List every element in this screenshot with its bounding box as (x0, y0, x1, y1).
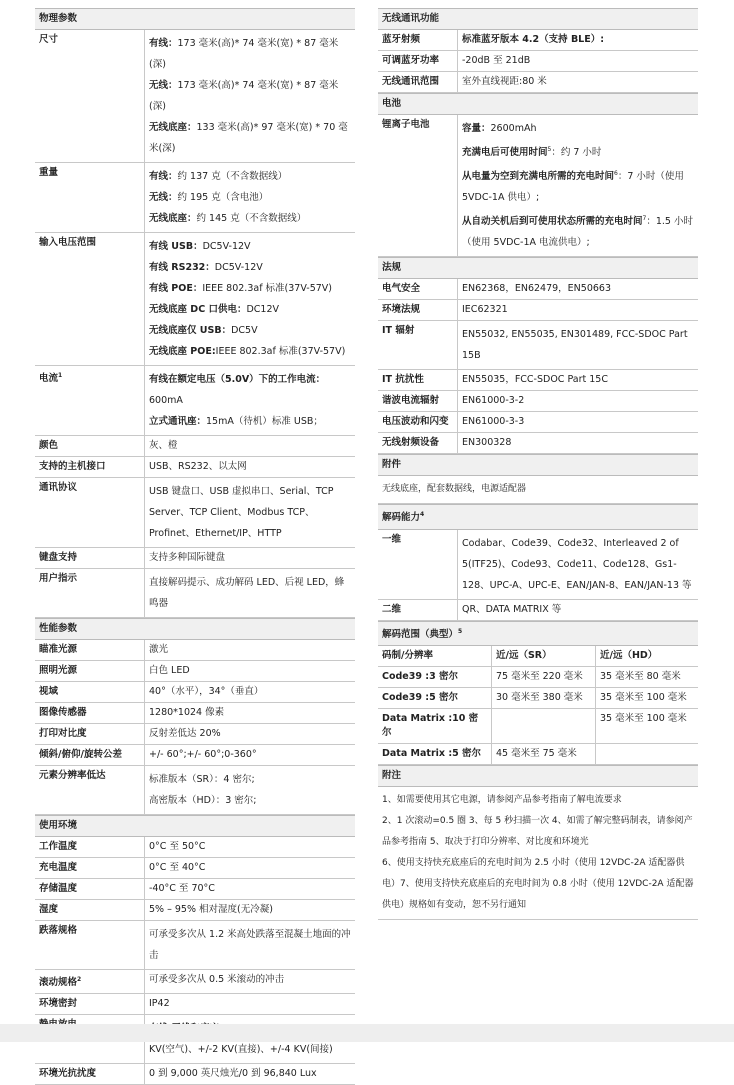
range-cell: 45 毫米至 75 毫米 (492, 744, 596, 764)
notes-bottom-rule (378, 919, 698, 920)
weight-base-label: 无线底座： (149, 213, 197, 224)
voltage-rs232: DC5V-12V (214, 262, 263, 273)
size-wired-label: 有线： (149, 38, 178, 49)
current-stand: 15mA（待机）标准 USB； (206, 416, 323, 427)
size-base-label: 无线底座： (149, 122, 197, 133)
value-it-emission: EN55032, EN55035, EN301489, FCC-SDOC Part 15B (462, 329, 688, 362)
key-harmonic: 谐波电流辐射 (378, 391, 458, 411)
key-2d: 二维 (378, 600, 458, 620)
value-op-temp: 0°C 至 50°C (149, 841, 206, 852)
key-fov: 视域 (35, 682, 145, 702)
row-seal (35, 994, 355, 1015)
value-flicker: EN61000-3-3 (462, 416, 525, 428)
row-drop (35, 921, 355, 970)
weight-wired-label: 有线： (149, 171, 178, 182)
section-wireless: 无线通讯功能 (378, 8, 698, 30)
key-indicator: 用户指示 (35, 569, 145, 617)
row-electrical-safety (378, 279, 698, 300)
key-voltage: 输入电压范围 (35, 233, 145, 365)
key-flicker: 电压波动和闪变 (378, 412, 458, 432)
key-aim: 瞄准光源 (35, 640, 145, 660)
range-cell (492, 709, 596, 743)
auto-charge-label: 从自动关机后到可使用状态所需的充电时间 (462, 216, 643, 228)
range-cell: Code39 :5 密尔 (378, 688, 492, 708)
value-storage-temp: -40°C 至 70°C (149, 883, 215, 894)
key-drop: 跌落规格 (35, 921, 145, 969)
value-battery (458, 115, 698, 256)
size-base: 133 毫米(高)* 97 毫米(宽) * 70 毫米(深) (149, 122, 348, 154)
voltage-base-usb-label: 无线底座仅 USB： (149, 325, 232, 336)
key-size: 尺寸 (35, 30, 145, 162)
key-contrast: 打印对比度 (35, 724, 145, 744)
range-cell: Data Matrix :10 密尔 (378, 709, 492, 743)
voltage-usb-label: 有线 USB： (149, 241, 203, 252)
row-keyboard (35, 548, 355, 569)
right-column (378, 8, 698, 920)
value-fov: 40°（水平），34°（垂直） (149, 686, 264, 697)
row-sensor (35, 703, 355, 724)
size-wireless: 173 毫米(高)* 74 毫米(宽) * 87 毫米(深) (149, 80, 339, 112)
section-range (378, 621, 698, 646)
value-illumination: 白色 LED (149, 665, 190, 676)
value-bluetooth: 标准蓝牙版本 4.2（支持 BLE）: (462, 34, 605, 45)
resolution-sr: 标准版本（SR）：4 密尔; (149, 774, 255, 785)
row-resolution (35, 766, 355, 815)
row-indicator (35, 569, 355, 618)
range-row (378, 667, 698, 688)
row-humidity (35, 900, 355, 921)
section-environment: 使用环境 (35, 815, 355, 837)
value-wireless-range: 室外直线视距:80 米 (462, 76, 547, 87)
row-color (35, 436, 355, 457)
key-color: 颜色 (35, 436, 145, 456)
section-accessories: 附件 (378, 454, 698, 476)
row-bt-power (378, 51, 698, 72)
range-row (378, 688, 698, 709)
range-cell: 30 毫米至 380 毫米 (492, 688, 596, 708)
empty-charge-label: 从电量为空到充满电所需的充电时间 (462, 171, 615, 183)
key-bluetooth: 蓝牙射频 (378, 30, 458, 50)
value-protocol: USB 键盘口、USB 虚拟串口、Serial、TCP Server、TCP Client、Modbus TCP、Profinet、Ethernet/IP、HTTP (149, 486, 334, 539)
row-host (35, 457, 355, 478)
row-bluetooth (378, 30, 698, 51)
key-sensor: 图像传感器 (35, 703, 145, 723)
range-cell: 35 毫米至 100 毫米 (600, 691, 687, 703)
voltage-base-usb: DC5V (231, 325, 258, 336)
range-cell: Code39 :3 密尔 (378, 667, 492, 687)
section-physical: 物理参数 (35, 8, 355, 30)
esd-text: KV(空气)、+/-2 KV(直接)、+/-4 KV(间接) (149, 1044, 333, 1056)
value-weight (145, 163, 355, 232)
key-ambient-light: 环境光抗扰度 (35, 1064, 145, 1084)
row-radio (378, 433, 698, 454)
section-notes: 附注 (378, 765, 698, 787)
value-indicator: 直接解码提示、成功解码 LED、后视 LED，蜂鸣器 (149, 577, 345, 609)
current-wired: 600mA (149, 395, 183, 406)
voltage-usb: DC5V-12V (202, 241, 251, 252)
size-wireless-label: 无线： (149, 80, 178, 91)
key-tolerance: 倾斜/俯仰/旋转公差 (35, 745, 145, 765)
range-header-row (378, 646, 698, 667)
decode-title: 解码能力 (382, 512, 421, 524)
value-radio: EN300328 (462, 437, 512, 449)
row-protocol (35, 478, 355, 548)
key-1d: 一维 (378, 530, 458, 599)
empty-footnote: 6 (614, 170, 618, 178)
value-ambient-light: 0 到 9,000 英尺烛光/0 到 96,840 Lux (149, 1068, 317, 1080)
weight-wireless: 约 195 克（含电池） (177, 192, 269, 203)
key-charge-temp: 充电温度 (35, 858, 145, 878)
voltage-dc: DC12V (246, 304, 280, 315)
row-tolerance (35, 745, 355, 766)
key-bt-power: 可调蓝牙功率 (378, 51, 458, 71)
range-row (378, 709, 698, 744)
key-humidity: 湿度 (35, 900, 145, 920)
range-row (378, 744, 698, 765)
row-current (35, 366, 355, 436)
key-electrical-safety: 电气安全 (378, 279, 458, 299)
key-illumination: 照明光源 (35, 661, 145, 681)
range-header-sr: 近/远（SR） (492, 646, 596, 666)
note-line: 6、使用支持快充底座后的充电时间为 2.5 小时（使用 12VDC-2A 适配器供电）7、使用支持快充底座后的充电时间为 0.8 小时（使用 12VDC-2A 适配器供电）规格如有变动，恕不另行通知 (382, 857, 694, 910)
value-current (145, 366, 355, 435)
use-time: ：约 7 小时 (551, 147, 602, 159)
resolution-hd: 高密版本（HD）：3 密尔; (149, 795, 257, 806)
weight-wireless-label: 无线： (149, 192, 178, 203)
key-battery: 锂离子电池 (378, 115, 458, 256)
voltage-poe: IEEE 802.3af 标准(37V-57V) (202, 283, 333, 294)
current-key-text: 电流 (39, 373, 59, 385)
key-wireless-range: 无线通讯范围 (378, 72, 458, 92)
key-it-immunity: IT 抗扰性 (378, 370, 458, 390)
value-aim: 激光 (149, 644, 169, 655)
range-header-hd: 近/远（HD） (600, 649, 658, 661)
value-electrical-safety: EN62368，EN62479，EN50663 (462, 283, 611, 295)
range-cell: 75 毫米至 220 毫米 (492, 667, 596, 687)
range-header-symbology: 码制/分辨率 (378, 646, 492, 666)
value-size (145, 30, 355, 162)
key-tumble (35, 970, 145, 993)
value-host: USB、RS232、以太网 (149, 461, 247, 472)
key-weight: 重量 (35, 163, 145, 232)
auto-footnote: 7 (642, 215, 647, 223)
section-battery: 电池 (378, 93, 698, 115)
value-charge-temp: 0°C 至 40°C (149, 862, 206, 873)
key-storage-temp: 存储温度 (35, 879, 145, 899)
row-size (35, 30, 355, 163)
value-voltage (145, 233, 355, 365)
row-storage-temp (35, 879, 355, 900)
row-charge-temp (35, 858, 355, 879)
row-battery (378, 115, 698, 257)
value-bt-power: -20dB 至 21dB (462, 55, 531, 66)
use-footnote: 5 (547, 146, 552, 153)
accessories-text: 无线底座，配套数据线，电源适配器 (378, 476, 698, 504)
current-wired-label: 有线在额定电压（5.0V）下的工作电流： (149, 374, 326, 385)
current-stand-label: 立式通讯座： (149, 416, 207, 427)
row-1d (378, 530, 698, 600)
key-seal: 环境密封 (35, 994, 145, 1014)
value-harmonic: EN61000-3-2 (462, 395, 525, 407)
key-environment-reg: 环境法规 (378, 300, 458, 320)
row-range (378, 72, 698, 93)
value-contrast: 反射差低达 20% (149, 728, 221, 739)
capacity-label: 容量： (462, 123, 491, 134)
row-ambient-light (35, 1064, 355, 1085)
row-fov (35, 682, 355, 703)
range-cell: Data Matrix :5 密尔 (378, 744, 492, 764)
row-harmonic (378, 391, 698, 412)
row-aim (35, 640, 355, 661)
row-op-temp (35, 837, 355, 858)
voltage-rs232-label: 有线 RS232： (149, 262, 215, 273)
key-resolution: 元素分辨率低达 (35, 766, 145, 814)
row-2d (378, 600, 698, 621)
section-performance: 性能参数 (35, 618, 355, 640)
range-cell: 35 毫米至 80 毫米 (600, 670, 681, 682)
key-it-emission: IT 辐射 (378, 321, 458, 369)
section-regulation: 法规 (378, 257, 698, 279)
current-footnote: 1 (58, 372, 63, 379)
row-it-immunity (378, 370, 698, 391)
row-tumble (35, 970, 355, 994)
auto-charge: ：1.5 小时（使用 5VDC-1A 电流供电）; (462, 216, 693, 249)
value-resolution (145, 766, 355, 814)
row-illumination (35, 661, 355, 682)
value-color: 灰、橙 (149, 440, 178, 451)
weight-base: 约 145 克（不含数据线） (196, 213, 307, 224)
row-it-emission (378, 321, 698, 370)
value-keyboard: 支持多种国际键盘 (149, 552, 226, 563)
range-cell (596, 744, 698, 764)
value-2d: QR、DATA MATRIX 等 (462, 603, 562, 615)
voltage-dc-label: 无线底座 DC 口供电： (149, 304, 247, 315)
value-it-immunity: EN55035，FCC-SDOC Part 15C (462, 374, 608, 386)
tumble-key-text: 滚动规格 (39, 977, 78, 989)
voltage-base-poe: IEEE 802.3af 标准(37V-57V) (215, 346, 346, 357)
weight-wired: 约 137 克（不含数据线） (177, 171, 288, 182)
page-bottom-bar (0, 1024, 734, 1042)
value-environment-reg: IEC62321 (462, 304, 508, 316)
empty-charge: ：7 小时（使用 5VDC-1A 供电）; (462, 171, 684, 204)
row-contrast (35, 724, 355, 745)
value-humidity: 5% – 95% 相对湿度(无冷凝) (149, 904, 273, 915)
capacity: 2600mAh (490, 123, 537, 134)
key-host: 支持的主机接口 (35, 457, 145, 477)
range-cell: 35 毫米至 100 毫米 (600, 712, 687, 724)
size-wired: 173 毫米(高)* 74 毫米(宽) * 87 毫米(深) (149, 38, 339, 70)
key-op-temp: 工作温度 (35, 837, 145, 857)
row-weight (35, 163, 355, 233)
value-tolerance: +/- 60°;+/- 60°;0-360° (149, 749, 257, 760)
key-keyboard: 键盘支持 (35, 548, 145, 568)
range-title: 解码范围（典型） (382, 628, 459, 640)
notes-body (378, 787, 698, 919)
decode-footnote: 4 (420, 511, 425, 519)
key-radio: 无线射频设备 (378, 433, 458, 453)
tumble-footnote: 2 (77, 976, 82, 983)
voltage-poe-label: 有线 POE： (149, 283, 203, 294)
left-column (35, 8, 355, 1085)
value-seal: IP42 (149, 998, 170, 1010)
row-flicker (378, 412, 698, 433)
value-tumble: 可承受多次从 0.5 米滚动的冲击 (149, 974, 285, 985)
value-drop: 可承受多次从 1.2 米高处跌落至混凝土地面的冲击 (149, 929, 351, 961)
use-time-label: 充满电后可使用时间 (462, 147, 548, 159)
voltage-base-poe-label: 无线底座 POE: (149, 346, 216, 357)
value-sensor: 1280*1024 像素 (149, 707, 225, 718)
row-environment-reg (378, 300, 698, 321)
value-1d: Codabar、Code39、Code32、Interleaved 2 of 5(ITF25)、Code93、Code11、Code128、Gs1-128、UPC-A、UPC-E、EAN/JAN-8、EAN/JAN-13 等 (462, 537, 692, 591)
key-protocol: 通讯协议 (35, 478, 145, 547)
row-voltage (35, 233, 355, 366)
note-line: 1、如需要使用其它电源，请参阅产品参考指南了解电流要求 (382, 794, 622, 805)
key-current (35, 366, 145, 435)
range-footnote: 5 (458, 627, 463, 635)
note-line: 2、1 次滚动=0.5 圈 3、每 5 秒扫描一次 4、如需了解完整码制表，请参阅产品参考指南 5、取决于打印分辨率、对比度和环境光 (382, 815, 693, 847)
section-decode (378, 504, 698, 529)
